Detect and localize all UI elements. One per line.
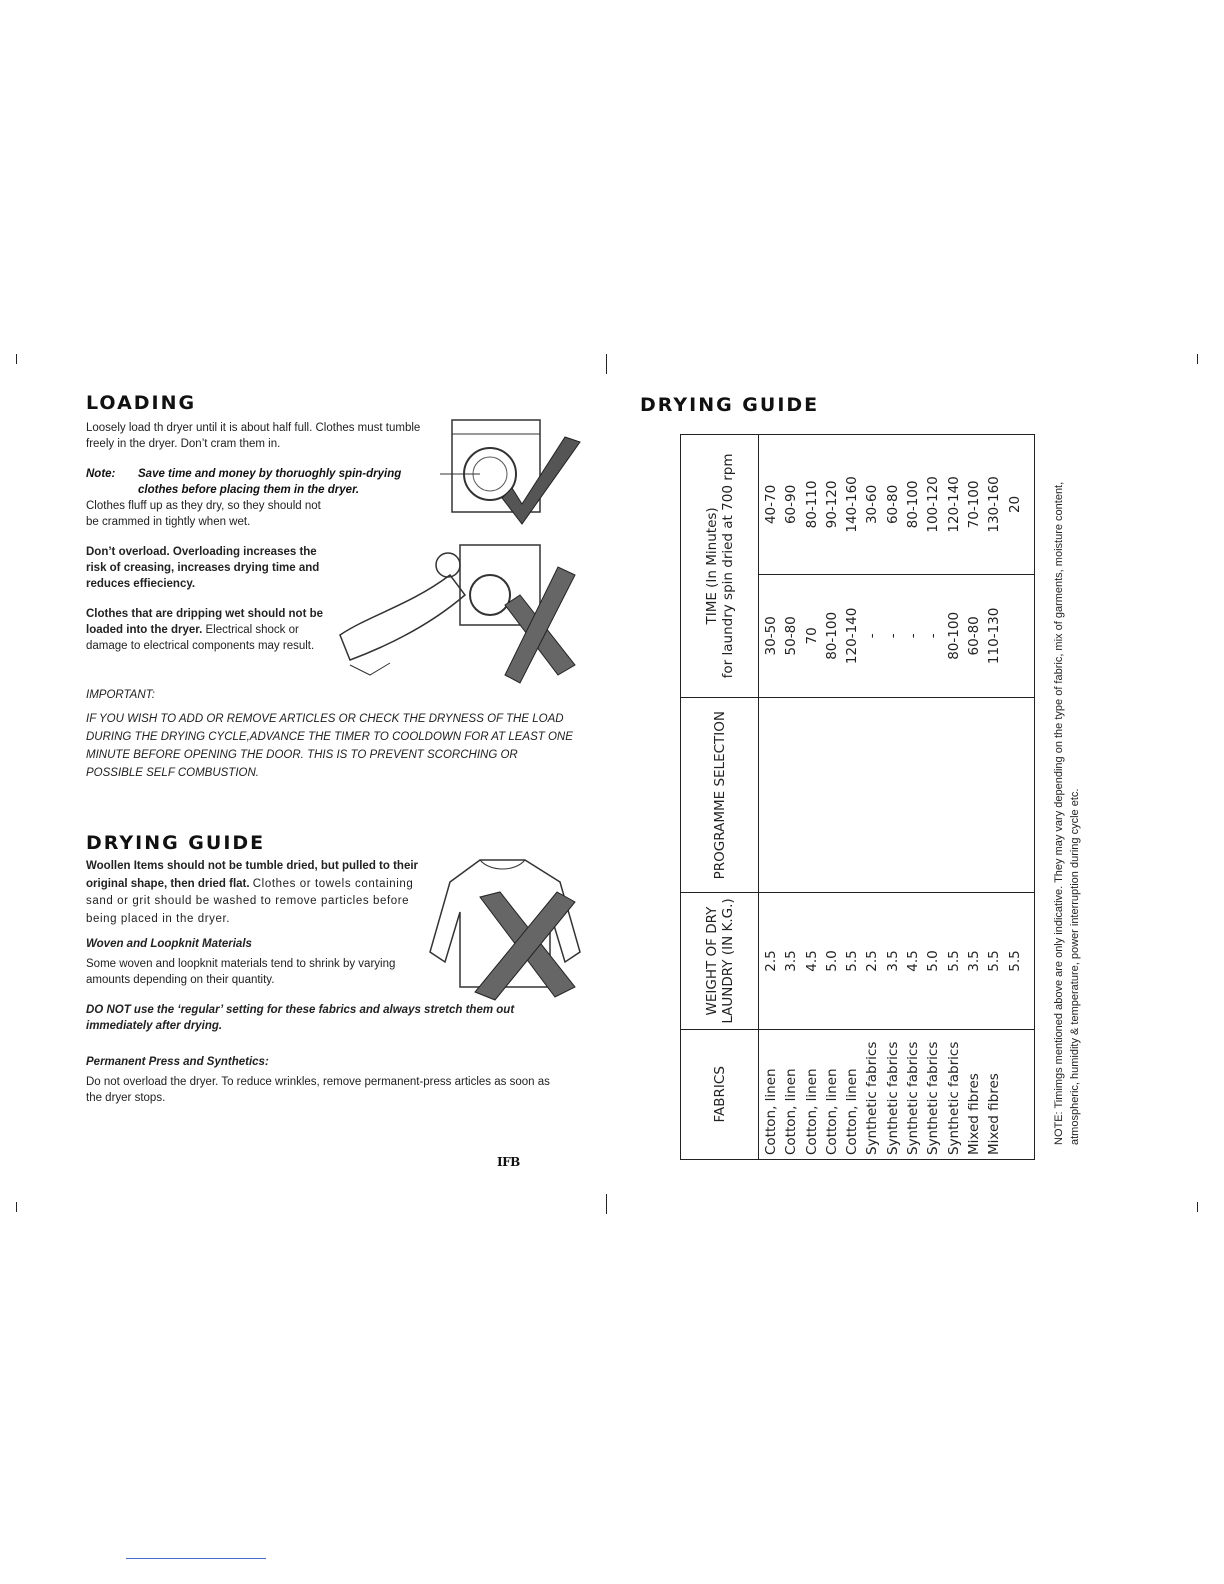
drying-guide-right-title: DRYING GUIDE: [640, 394, 820, 416]
do-not-text: DO NOT use the ‘regular’ setting for these fabrics and always stretch them out immediately after drying.: [86, 1004, 515, 1032]
press-heading: Permanent Press and Synthetics:: [86, 1056, 269, 1068]
fabrics-column: Cotton, linen Cotton, linen Cotton, linen Cotton, linen Cotton, linen Synthetic fabrics Synthetic fabrics Synthetic fabrics Synthetic fabrics Synthetic fabrics Mixed fibres Mixed fibres: [759, 1029, 1035, 1159]
woven-heading: Woven and Loopknit Materials: [86, 938, 252, 950]
crop-mark: [1197, 354, 1198, 364]
important-text: IF YOU WISH TO ADD OR REMOVE ARTICLES OR CHECK THE DRYNESS OF THE LOAD DURING THE DRYING CYCLE,ADVANCE THE TIMER TO COOLDOWN FOR AT LEAST ONE MINUTE BEFORE OPENING THE DOOR. THIS IS TO PREVENT SCORCHING OR POSSIBLE SELF COMBUSTION.: [86, 713, 573, 779]
programme-column: [759, 697, 1035, 893]
loading-intro: Loosely load th dryer until it is about half full. Clothes must tumble freely in the dryer. Don’t cram them in.: [86, 422, 421, 450]
overloaded-dryer-illustration: [330, 535, 590, 685]
note-text: Save time and money by thoruoghly spin-drying clothes before placing them in the dryer.: [138, 468, 402, 496]
timings-note: NOTE: Timimgs mentioned above are only indicative. They may vary depending on the type of fabric, mix of garments, moisture content, atmospheric, humidity & temperature, power interruption during cycle etc.: [1053, 481, 1081, 1145]
crop-mark: [606, 1194, 607, 1214]
drying-guide-left-title: DRYING GUIDE: [86, 832, 266, 854]
crop-mark: [606, 354, 607, 374]
press-text: Do not overload the dryer. To reduce wrinkles, remove permanent-press articles as soon as the dryer stops.: [86, 1076, 550, 1104]
crop-mark: [1197, 1202, 1198, 1212]
time-b-column: 40-70 60-90 80-110 90-120 140-160 30-60 60-80 80-100 100-120 120-140 70-100 130-160 20: [759, 435, 1035, 575]
dryer-check-illustration: [440, 412, 590, 532]
header-weight: WEIGHT OF DRY LAUNDRY (IN K.G.): [681, 893, 759, 1029]
loading-fluff: Clothes fluff up as they dry, so they should not be crammed in tightly when wet.: [86, 500, 321, 528]
weight-column: 2.5 3.5 4.5 5.0 5.5 2.5 3.5 4.5 5.0 5.5 3.5 5.5 5.5: [759, 893, 1035, 1029]
dripping-rest: Electrical shock or damage to electrical components may result.: [86, 624, 315, 652]
woollen-bold: Woollen Items should not be tumble dried, but pulled to their original shape, then dried flat.: [86, 860, 419, 890]
header-time: [681, 435, 759, 698]
woollen-text: [86, 858, 426, 928]
crop-mark: [16, 1202, 17, 1212]
loading-dripping: [86, 606, 326, 654]
note-label: Note:: [86, 468, 116, 480]
brand-logo: IFB: [497, 1155, 520, 1169]
link-underline: [126, 1558, 266, 1559]
important-label: IMPORTANT:: [86, 689, 155, 701]
loading-overload: Don’t overload. Overloading increases the risk of creasing, increases drying time and reduces effieciency.: [86, 546, 320, 590]
sweater-cross-illustration: [425, 852, 590, 1002]
header-fabrics: FABRICS: [681, 1029, 759, 1159]
loading-note: [86, 466, 436, 498]
header-time-line2: for laundry spin dried at 700 rpm: [719, 453, 736, 679]
crop-mark: [16, 354, 17, 364]
time-a-column: 30-50 50-80 70 80-100 120-140 - - - - 80-100 60-80 110-130: [759, 574, 1035, 697]
woollen-rest: Clothes or towels containing sand or grit should be washed to remove particles before being placed in the dryer.: [86, 877, 414, 925]
header-time-line1: TIME (In Minutes): [703, 507, 720, 625]
woven-text: Some woven and loopknit materials tend to shrink by varying amounts depending on their quantity.: [86, 958, 396, 986]
drying-table: [680, 434, 1035, 1160]
loading-title: LOADING: [86, 392, 197, 414]
header-programme: PROGRAMME SELECTION: [681, 697, 759, 893]
dripping-bold: Clothes that are dripping wet should not be loaded into the dryer.: [86, 608, 324, 636]
